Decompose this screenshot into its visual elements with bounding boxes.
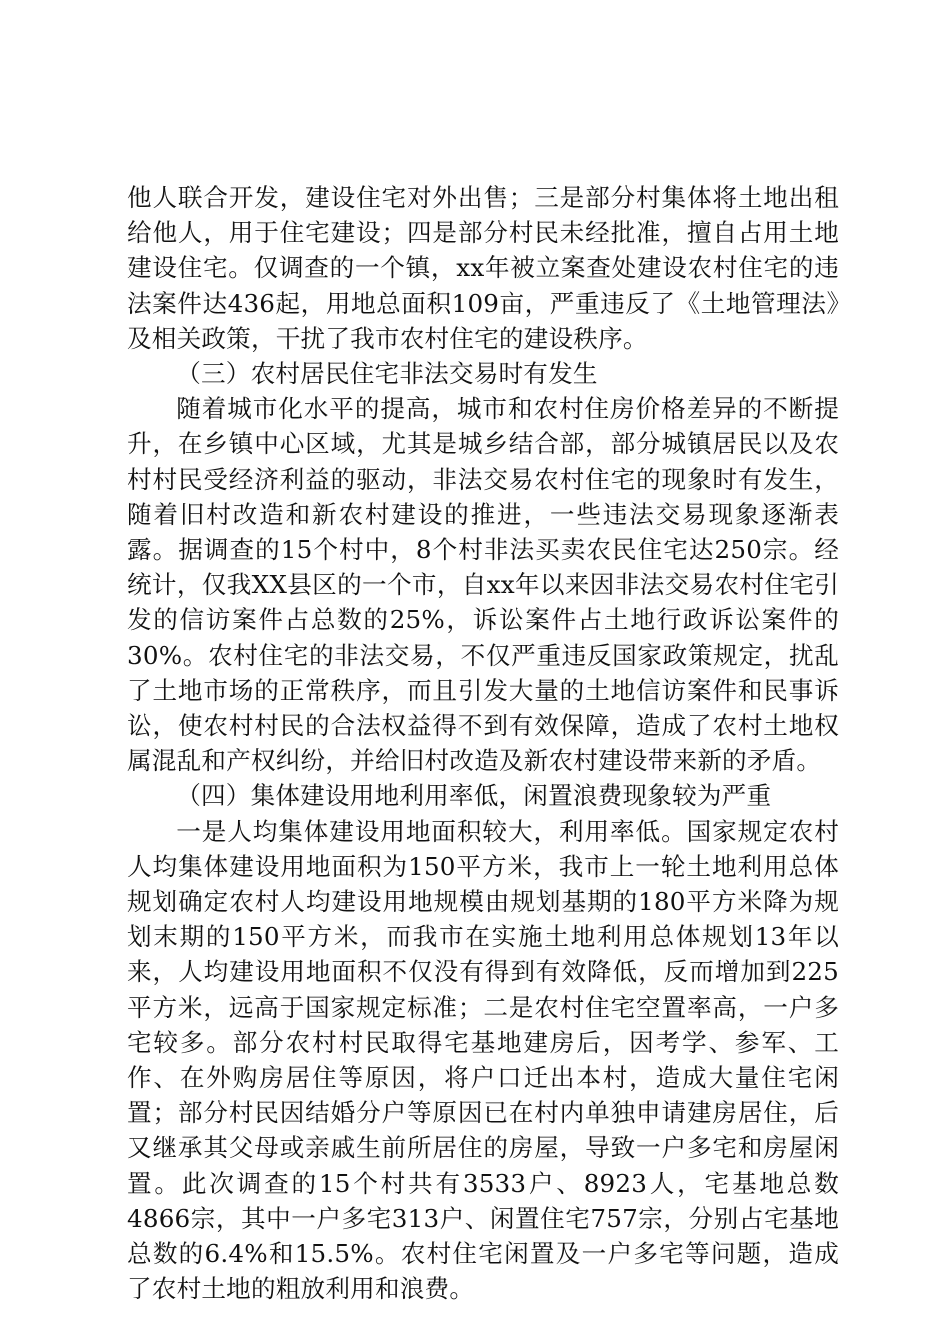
document-body	[127, 180, 839, 1307]
paragraph-continuation: 他人联合开发，建设住宅对外出售；三是部分村集体将土地出租给他人，用于住宅建设；四是部分村民未经批准，擅自占用土地建设住宅。仅调查的一个镇，xx年被立案查处建设农村住宅的违法案件达436起，用地总面积109亩，严重违反了《土地管理法》及相关政策，干扰了我市农村住宅的建设秩序。	[127, 183, 839, 353]
section-heading-3: （三）农村居民住宅非法交易时有发生	[176, 359, 598, 389]
paragraph-land-utilization: 一是人均集体建设用地面积较大，利用率低。国家规定农村人均集体建设用地面积为150平方米，我市上一轮土地利用总体规划确定农村人均建设用地规模由规划基期的180平方米降为规划末期的150平方米，而我市在实施土地利用总体规划13年以来，人均建设用地面积不仅没有得到有效降低，反而增加到225平方米，远高于国家规定标准；二是农村住宅空置率高，一户多宅较多。部分农村村民取得宅基地建房后，因考学、参军、工作、在外购房居住等原因，将户口迁出本村，造成大量住宅闲置；部分村民因结婚分户等原因已在村内单独申请建房居住，后又继承其父母或亲戚生前所居住的房屋，导致一户多宅和房屋闲置。此次调查的15个村共有3533户、8923人，宅基地总数4866宗，其中一户多宅313户、闲置住宅757宗，分别占宅基地总数的6.4%和15.5%。农村住宅闲置及一户多宅等问题，造成了农村土地的粗放利用和浪费。	[127, 816, 839, 1304]
paragraph-illegal-transactions: 随着城市化水平的提高，城市和农村住房价格差异的不断提升，在乡镇中心区域，尤其是城乡结合部，部分城镇居民以及农村村民受经济利益的驱动，非法交易农村住宅的现象时有发生，随着旧村改造和新农村建设的推进，一些违法交易现象逐渐表露。据调查的15个村中，8个村非法买卖农民住宅达250宗。经统计，仅我XX县区的一个市，自xx年以来因非法交易农村住宅引发的信访案件占总数的25%，诉讼案件占土地行政诉讼案件的30%。农村住宅的非法交易，不仅严重违反国家政策规定，扰乱了土地市场的正常秩序，而且引发大量的土地信访案件和民事诉讼，使农村村民的合法权益得不到有效保障，造成了农村土地权属混乱和产权纠纷，并给旧村改造及新农村建设带来新的矛盾。	[127, 394, 839, 776]
section-heading-4: （四）集体建设用地利用率低，闲置浪费现象较为严重	[176, 781, 772, 811]
